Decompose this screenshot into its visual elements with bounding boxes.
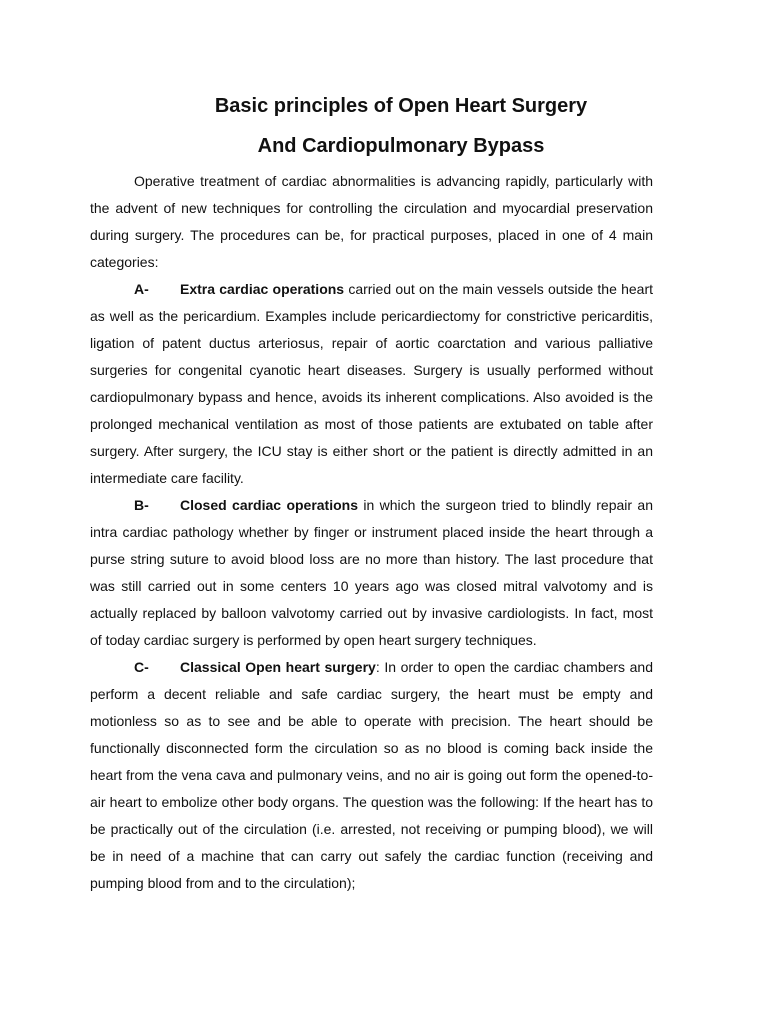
body-text	[90, 168, 653, 897]
item-text: in which the surgeon tried to blindly repair an intra cardiac pathology whether by finger or instrument placed inside the heart through a purse string suture to avoid blood loss are no more than history. The last procedure that was still carried out in some centers 10 years ago was closed mitral valvotomy and is actually replaced by balloon valvotomy carried out by invasive cardiologists. In fact, most of today cardiac surgery is performed by open heart surgery techniques.	[90, 497, 654, 648]
item-term: Extra cardiac operations	[180, 281, 345, 297]
item-letter: C-	[134, 659, 149, 675]
item-text: : In order to open the cardiac chambers and perform a decent reliable and safe cardiac surgery, the heart must be empty and motionless so as to see and be able to operate with precision. The heart should be functionally disconnected form the circulation so as no blood is coming back inside the heart from the vena cava and pulmonary veins, and no air is going out form the opened-to-air heart to embolize other body organs. The question was the following: If the heart has to be practically out of the circulation (i.e. arrested, not receiving or pumping blood), we will be in need of a machine that can carry out safely the cardiac function (receiving and pumping blood from and to the circulation);	[90, 659, 653, 891]
intro-paragraph: Operative treatment of cardiac abnormalities is advancing rapidly, particularly with the advent of new techniques for controlling the circulation and myocardial preservation during surgery. The procedures can be, for practical purposes, placed in one of 4 main categories:	[90, 173, 653, 270]
item-paragraph-c	[90, 654, 653, 897]
item-term: Closed cardiac operations	[180, 497, 359, 513]
item-term: Classical Open heart surgery	[180, 659, 376, 675]
item-paragraph-a	[90, 276, 653, 492]
title-line-2: And Cardiopulmonary Bypass	[257, 135, 545, 157]
item-letter: B-	[134, 497, 149, 513]
title-line-1: Basic principles of Open Heart Surgery	[214, 95, 588, 117]
item-paragraph-b	[90, 492, 653, 654]
item-letter: A-	[134, 281, 149, 297]
item-text: carried out on the main vessels outside the heart as well as the pericardium. Examples include pericardiectomy for constrictive pericarditis, ligation of patent ductus arteriosus, repair of aortic coarctation and various palliative surgeries for congenital cyanotic heart diseases. Surgery is usually performed without cardiopulmonary bypass and hence, avoids its inherent complications. Also avoided is the prolonged mechanical ventilation as most of those patients are extubated on table after surgery. After surgery, the ICU stay is either short or the patient is directly admitted in an intermediate care facility.	[90, 281, 654, 486]
